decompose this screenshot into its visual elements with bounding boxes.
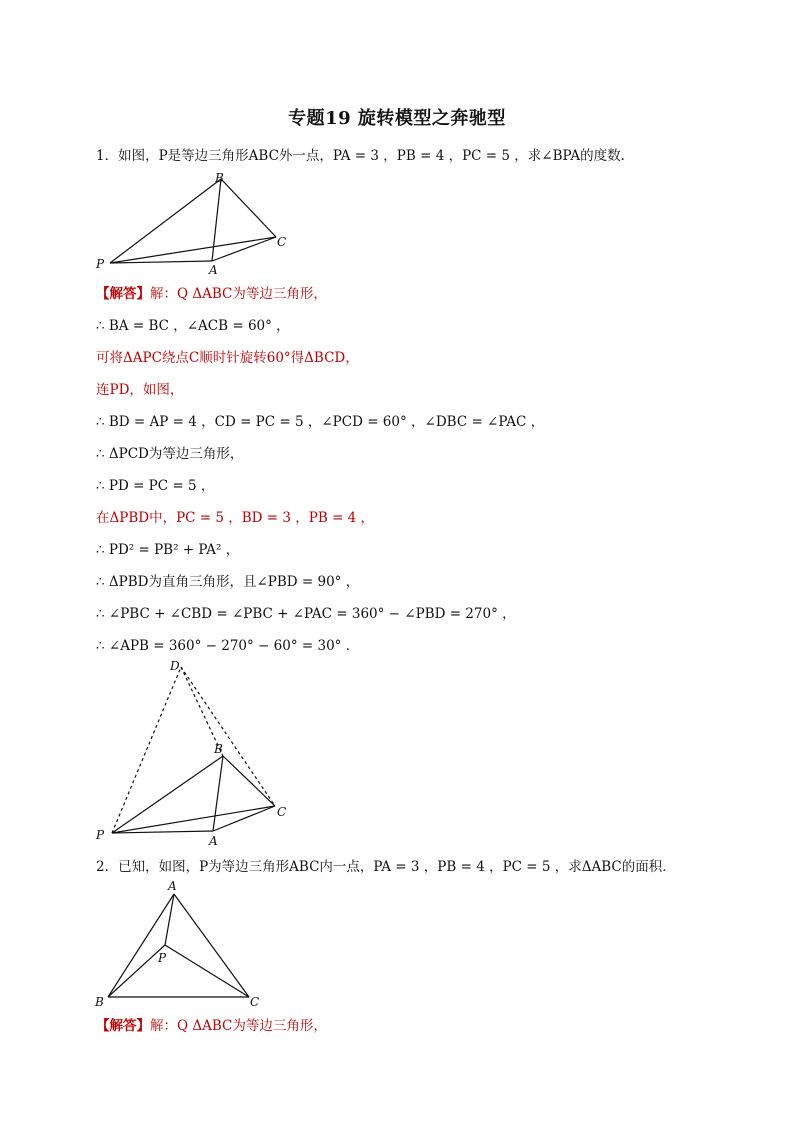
solution-tag: 【解答】: [96, 286, 150, 302]
solution-1-line-2: ∴ BA = BC ，∠ACB = 60° ，: [96, 318, 290, 334]
segment-pc: [165, 945, 249, 997]
label-a: A: [209, 834, 218, 848]
segment-bc: [221, 179, 276, 237]
segment-ac: [174, 894, 249, 997]
question-1-stem: 1．如图，P是等边三角形ABC外一点，PA = 3 ，PB = 4 ，PC = 5 ，求∠BPA的度数．: [96, 148, 635, 164]
solution-1-line-5: ∴ BD = AP = 4 ，CD = PC = 5 ，∠PCD = 60° ，∠DBC = ∠PAC ，: [96, 414, 545, 430]
solution-1-line-11: ∴ ∠PBC + ∠CBD = ∠PBC + ∠PAC = 360° − ∠PBD = 270° ，: [96, 606, 516, 622]
solution-1-line-12: ∴ ∠APB = 360° − 270° − 60° = 30° ．: [96, 638, 360, 654]
page-title: 专题19 旋转模型之奔驰型: [288, 108, 506, 129]
segment-bc: [223, 756, 275, 806]
solution-2-line-1: 【解答】解：Q ΔABC为等边三角形，: [96, 1018, 327, 1034]
segment-ba: [212, 179, 221, 261]
segment-pb: [112, 756, 223, 833]
figure-2: [90, 655, 300, 850]
segment-dc: [181, 667, 275, 806]
solution-1-line-1: 【解答】解：Q ΔABC为等边三角形，: [96, 286, 327, 302]
label-a: A: [209, 263, 218, 277]
segment-ba: [213, 756, 223, 831]
figure-1: [90, 170, 300, 280]
label-p: P: [96, 828, 105, 842]
label-c: C: [250, 995, 260, 1009]
label-a: A: [168, 879, 177, 893]
label-c: C: [277, 235, 287, 249]
question-2-stem: 2．已知，如图，P为等边三角形ABC内一点，PA = 3 ，PB = 4 ，PC = 5 ，求ΔABC的面积．: [96, 859, 676, 875]
figure-3: [90, 876, 280, 1014]
solution-1-line-10: ∴ ΔPBD为直角三角形，且∠PBD = 90° ，: [96, 574, 360, 590]
label-b: B: [214, 742, 223, 756]
solution-1-line-4: 连PD，如图，: [96, 382, 184, 398]
segment-ac: [213, 806, 275, 831]
solution-1-line-6: ∴ ΔPCD为等边三角形，: [96, 446, 244, 462]
segment-pc: [112, 806, 275, 833]
solution-1-line-7: ∴ PD = PC = 5 ，: [96, 478, 215, 494]
segment-pc: [110, 237, 276, 263]
label-b: B: [215, 171, 224, 185]
label-p: P: [158, 951, 167, 965]
segment-pa: [110, 261, 212, 263]
solution-1-line-8: 在ΔPBD中，PC = 5 ，BD = 3 ，PB = 4 ，: [96, 510, 375, 526]
solution-tag: 【解答】: [96, 1018, 150, 1034]
label-d: D: [170, 659, 180, 673]
segment-pd: [112, 667, 181, 833]
solution-1-line-9: ∴ PD² = PB² + PA² ，: [96, 542, 240, 558]
segment-ac: [212, 237, 276, 261]
segment-pa: [112, 831, 213, 833]
label-b: B: [95, 995, 104, 1009]
segment-pb: [110, 179, 221, 263]
solution-1-line-3: 可将ΔAPC绕点C顺时针旋转60°得ΔBCD，: [96, 350, 359, 366]
label-c: C: [277, 805, 287, 819]
label-p: P: [96, 257, 105, 271]
